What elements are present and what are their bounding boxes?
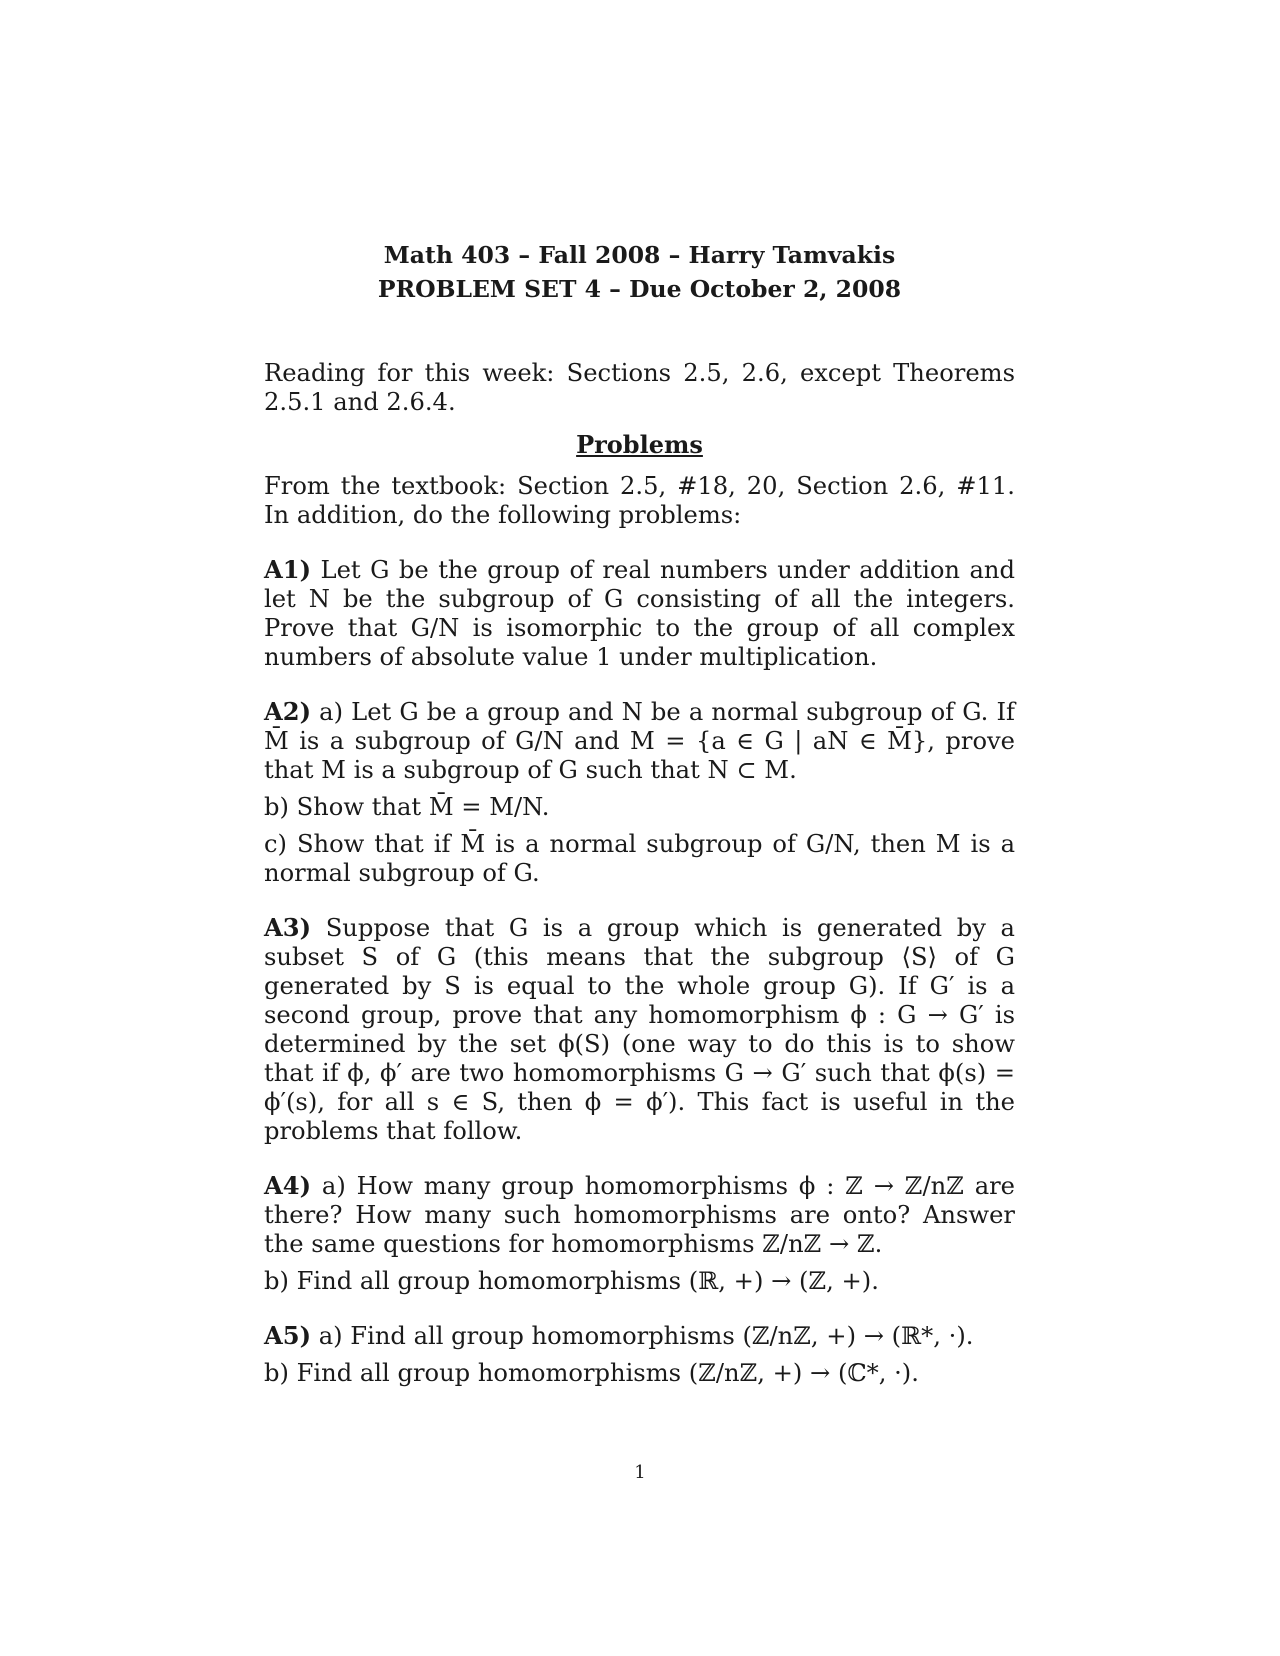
reading-text: Reading for this week: Sections 2.5, 2.6, except Theorems 2.5.1 and 2.6.4. <box>264 359 1015 416</box>
header <box>264 238 1015 306</box>
problem-a4 <box>264 1171 1015 1296</box>
problem-a4-part-b: b) Find all group homomorphisms (ℝ, +) → (ℤ, +). <box>264 1267 879 1295</box>
problem-a2-part-a <box>264 697 1015 785</box>
problem-a4-label: A4) <box>264 1171 312 1200</box>
problem-a1-text: Let G be the group of real numbers under addition and let N be the subgroup of G consisting of all the integers. Prove that G/N is isomorphic to the group of all complex numbers of absolute value 1 under multiplication. <box>264 556 1015 671</box>
problem-a2-part-c: c) Show that if M̄ is a normal subgroup of G/N, then M is a normal subgroup of G. <box>264 830 1015 887</box>
problem-a1 <box>264 555 1015 672</box>
problem-a5-label: A5) <box>264 1321 312 1350</box>
problem-a2-a-text: a) Let G be a group and N be a normal subgroup of G. If M̄ is a subgroup of G/N and M = {a ∈ G | aN ∈ M̄}, prove that M is a subgroup of G such that N ⊂ M. <box>264 698 1015 784</box>
problems-title: Problems <box>576 430 703 459</box>
problem-a5 <box>264 1321 1015 1388</box>
problem-a2-label: A2) <box>264 697 312 726</box>
problem-a4-part-a <box>264 1171 1015 1259</box>
header-line-1: Math 403 – Fall 2008 – Harry Tamvakis <box>383 241 896 269</box>
problem-a2 <box>264 697 1015 888</box>
intro-text: From the textbook: Section 2.5, #18, 20, Section 2.6, #11. In addition, do the following problems: <box>264 472 1015 529</box>
problem-a5-part-a <box>264 1321 1015 1351</box>
page-number: 1 <box>634 1462 646 1483</box>
problem-a2-part-b: b) Show that M̄ = M/N. <box>264 793 550 821</box>
problem-a5-part-b: b) Find all group homomorphisms (ℤ/nℤ, +) → (ℂ*, ·). <box>264 1359 919 1387</box>
problem-a3-label: A3) <box>264 913 312 942</box>
problem-a1-label: A1) <box>264 555 312 584</box>
problem-a4-a-text: a) How many group homomorphisms ϕ : ℤ → ℤ/nℤ are there? How many such homomorphisms are onto? Answer the same questions for homomorphisms ℤ/nℤ → ℤ. <box>264 1172 1015 1258</box>
problem-a5-a-text: a) Find all group homomorphisms (ℤ/nℤ, +) → (ℝ*, ·). <box>318 1322 974 1350</box>
problem-a3-text: Suppose that G is a group which is generated by a subset S of G (this means that the subgroup ⟨S⟩ of G generated by S is equal to the whole group G). If G′ is a second group, prove that any homomorphism ϕ : G → G′ is determined by the set ϕ(S) (one way to do this is to show that if ϕ, ϕ′ are two homomorphisms G → G′ such that ϕ(s) = ϕ′(s), for all s ∈ S, then ϕ = ϕ′). This fact is useful in the problems that follow. <box>264 914 1015 1145</box>
problem-a3 <box>264 913 1015 1146</box>
document-page <box>264 238 1015 1388</box>
header-line-2: PROBLEM SET 4 – Due October 2, 2008 <box>377 275 902 303</box>
